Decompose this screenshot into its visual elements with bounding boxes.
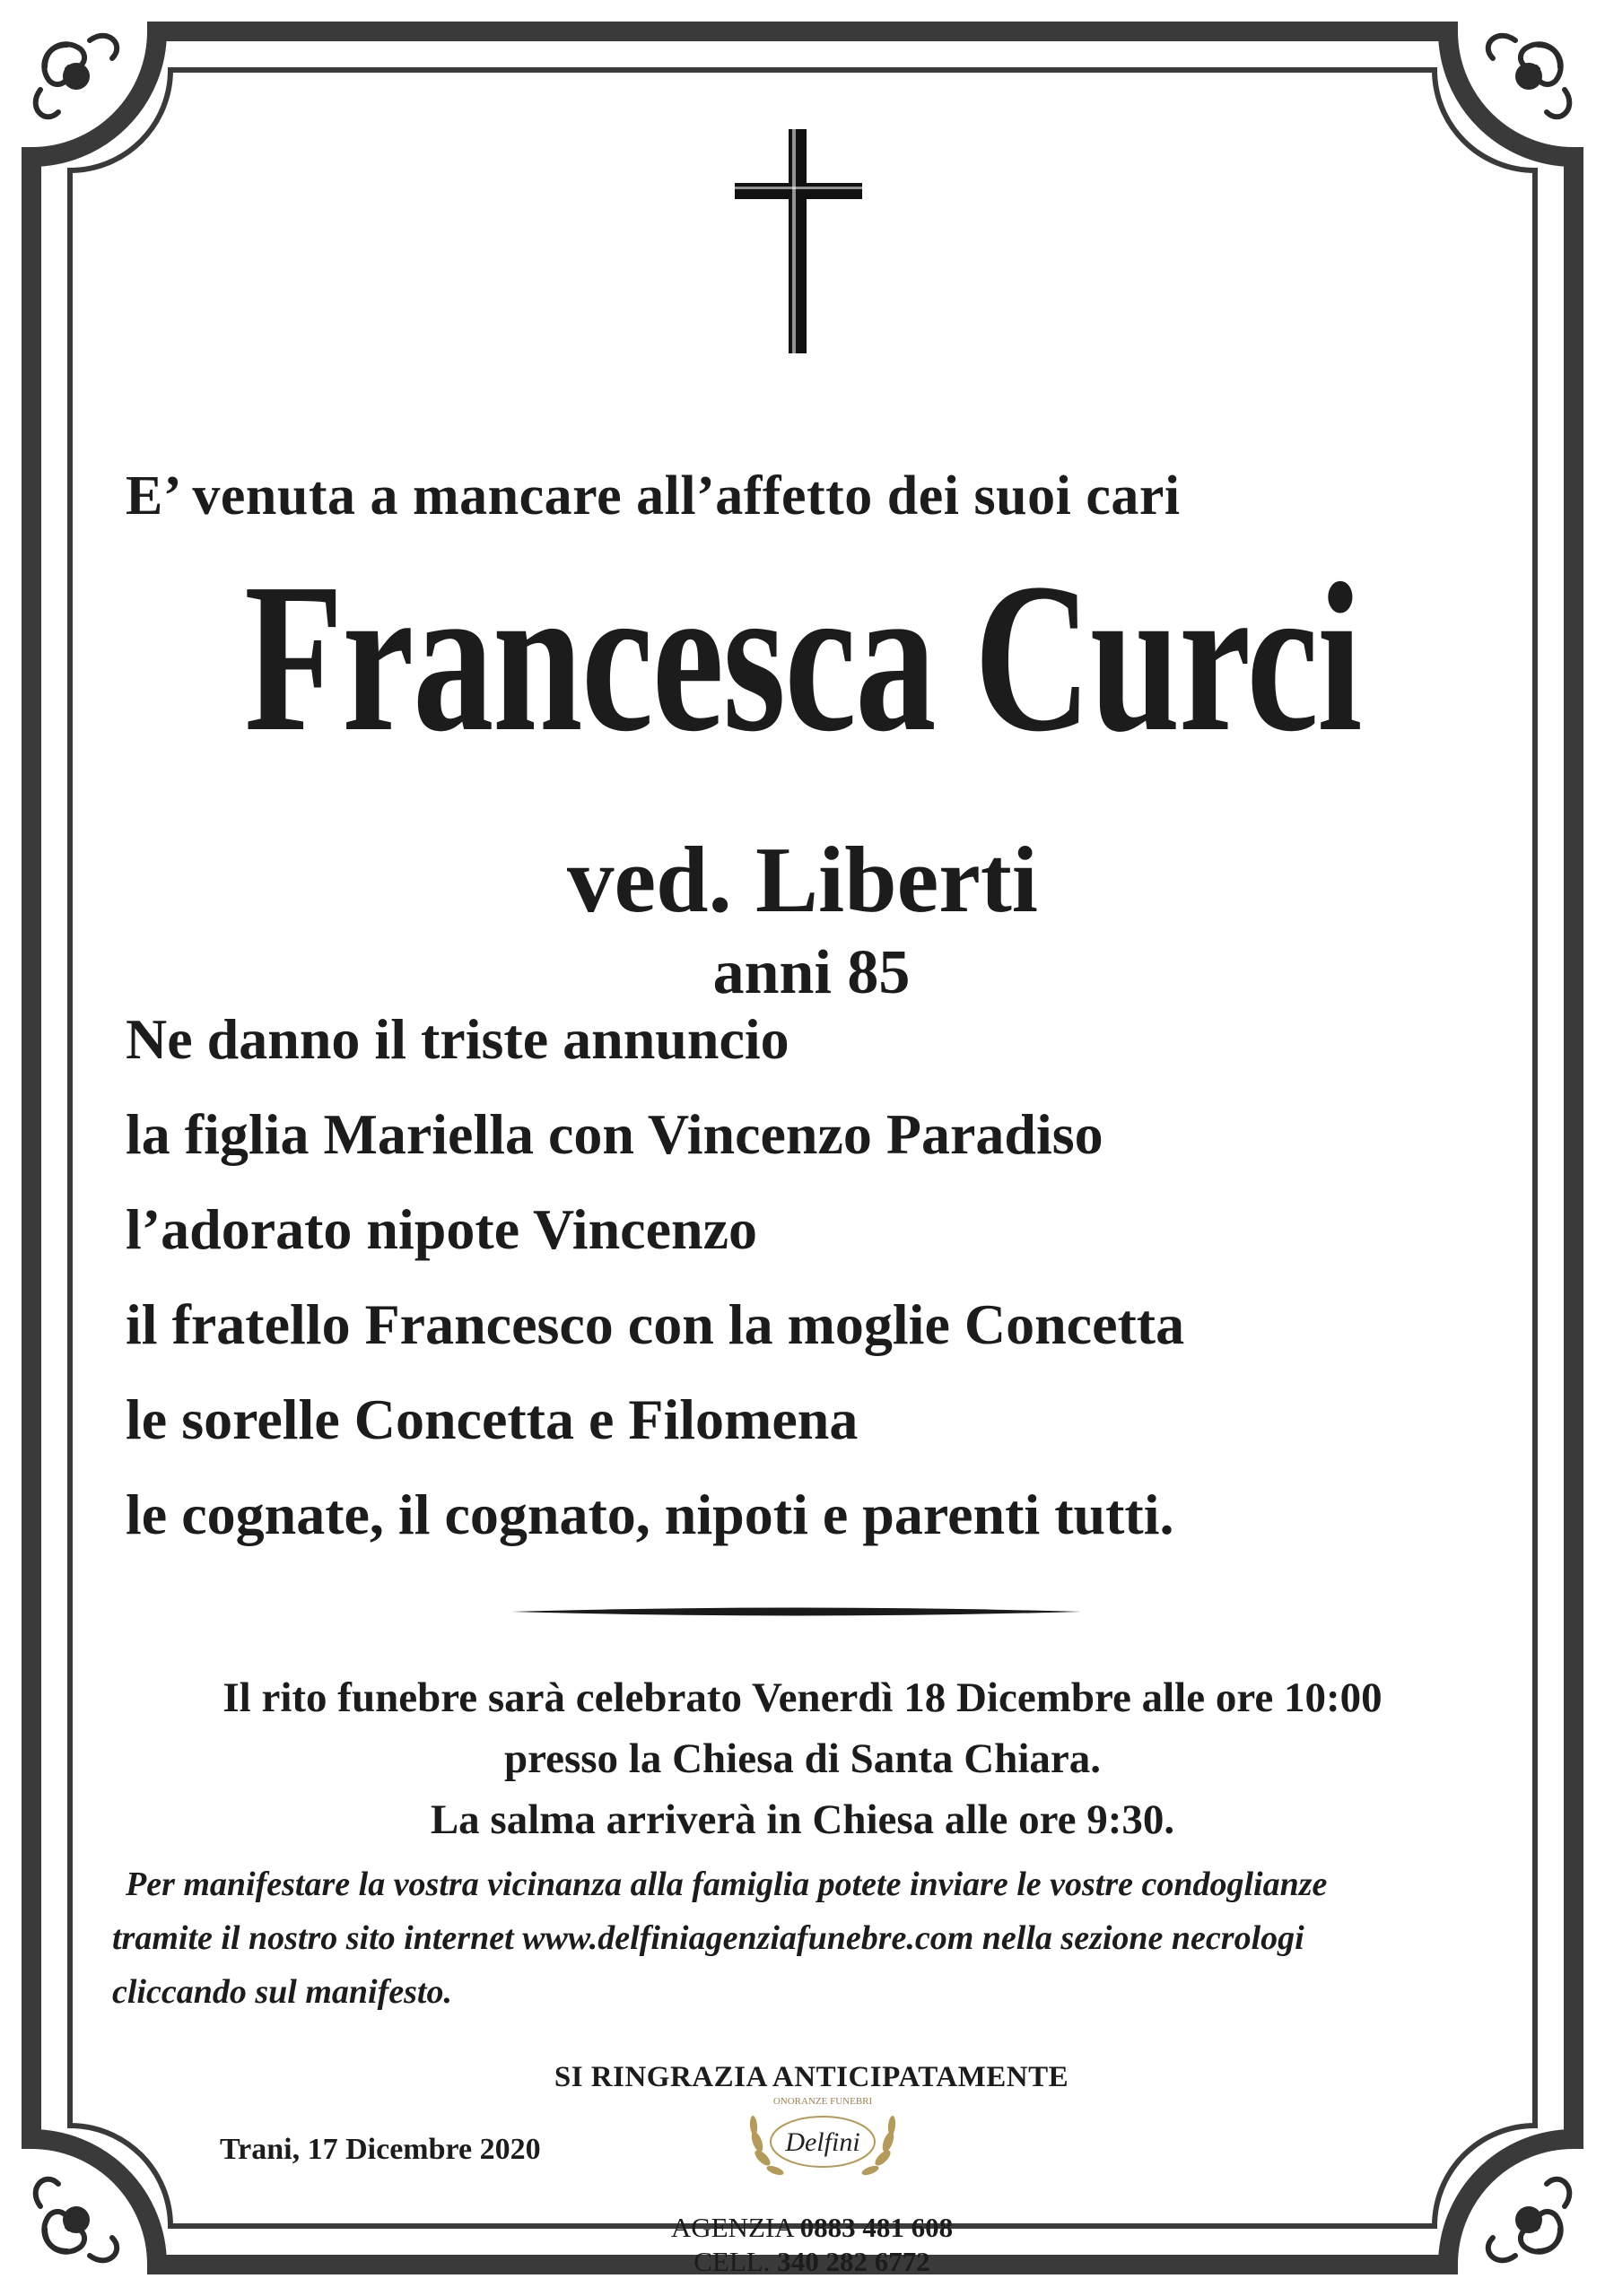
place-date: Trani, 17 Dicembre 2020 <box>220 2133 541 2166</box>
thanks-text: SI RINGRAZIA ANTICIPATAMENTE <box>554 2061 1069 2093</box>
family-line: le sorelle Concetta e Filomena <box>126 1387 859 1451</box>
agency-phone-line <box>641 2213 982 2241</box>
agency-phone: 0883 481 608 <box>799 2212 954 2243</box>
condolence-note-line: Per manifestare la vostra vicinanza alla famiglia potete inviare le vostre condoglianze <box>126 1866 1328 1903</box>
logo-name: Delfini <box>785 2127 860 2157</box>
family-line: l’adorato nipote Vincenzo <box>126 1197 757 1261</box>
cell-phone-line <box>641 2248 982 2275</box>
family-line: il fratello Francesco con la moglie Concetta <box>126 1292 1185 1356</box>
family-line: le cognate, il cognato, nipoti e parenti tutti. <box>126 1483 1174 1546</box>
funeral-rite-line: Il rito funebre sarà celebrato Venerdì 18 Dicembre alle ore 10:00 <box>222 1674 1383 1721</box>
married-name: ved. Liberti <box>567 827 1038 932</box>
cell-label: CELL. <box>693 2246 771 2277</box>
cell-phone: 340 282 6772 <box>777 2246 930 2277</box>
deceased-age: anni 85 <box>712 938 911 1007</box>
condolence-note-line: tramite il nostro sito internet www.delfiniagenziafunebre.com nella sezione necrologi <box>112 1919 1304 1957</box>
intro-text: E’ venuta a mancare all’affetto dei suoi cari <box>126 465 1181 526</box>
separator-line <box>511 1605 1081 1618</box>
deceased-name: Francesca Curci <box>244 540 1361 776</box>
family-line: Ne danno il triste annuncio <box>126 1007 789 1071</box>
logo-top-text: ONORANZE FUNEBRI <box>772 2096 873 2107</box>
agency-logo <box>737 2088 908 2187</box>
agency-label: AGENZIA <box>670 2212 793 2243</box>
funeral-rite-line: presso la Chiesa di Santa Chiara. <box>503 1735 1102 1782</box>
condolence-note-line: cliccando sul manifesto. <box>112 1973 452 2011</box>
family-line: la figlia Mariella con Vincenzo Paradiso <box>126 1102 1103 1166</box>
funeral-rite-line: La salma arriverà in Chiesa alle ore 9:30. <box>430 1796 1175 1843</box>
latin-cross-icon <box>731 126 866 357</box>
